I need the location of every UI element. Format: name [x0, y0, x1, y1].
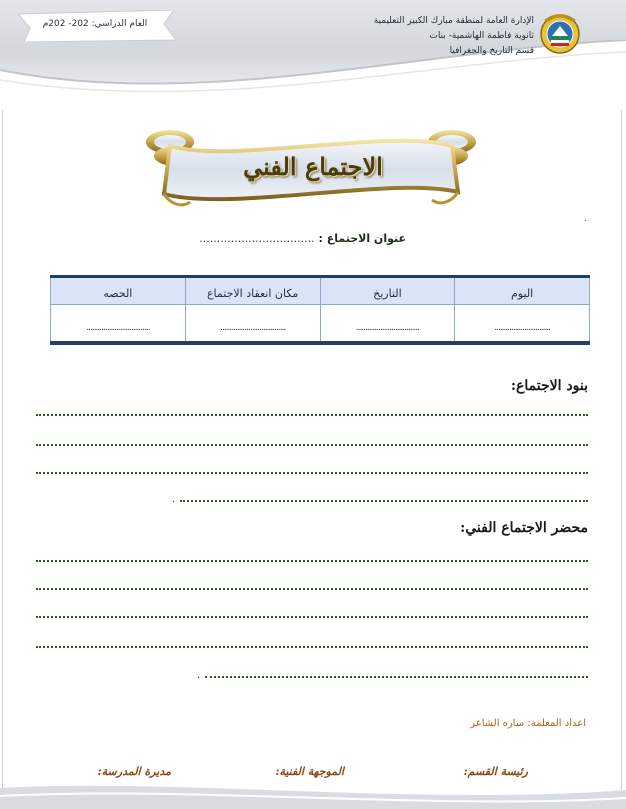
meeting-info-table — [50, 275, 590, 345]
header-line-1: الإدارة العامة لمنطقة مبارك الكبير التعليمية — [373, 16, 534, 26]
header-place: مكان انعقاد الاجتماع — [185, 277, 320, 305]
agenda-line-3[interactable] — [36, 472, 588, 474]
stray-dot: . — [584, 214, 587, 224]
signature-supervisor: الموجهة الفنية: — [275, 765, 344, 778]
signature-principal: مديرة المدرسة: — [97, 765, 171, 778]
meeting-title-value[interactable]: ................................. — [199, 232, 315, 245]
header-day: اليوم — [455, 277, 590, 305]
agenda-line-2[interactable] — [36, 444, 588, 446]
cell-date[interactable]: .................................. — [320, 305, 455, 343]
cell-place[interactable]: ................................... — [185, 305, 320, 343]
agenda-line-1[interactable] — [36, 414, 588, 416]
footer-swoosh — [0, 776, 626, 809]
meeting-title-line — [199, 232, 406, 245]
minutes-line-3[interactable] — [36, 616, 588, 618]
agenda-line-4[interactable] — [180, 500, 588, 502]
table-row — [51, 305, 590, 343]
minutes-end-dot: . — [197, 670, 201, 681]
minutes-heading: محضر الاجتماع الفني: — [460, 520, 588, 536]
signature-head-of-department: رئيسة القسم: — [463, 765, 528, 778]
table-header-row — [51, 277, 590, 305]
minutes-line-4[interactable] — [36, 646, 588, 648]
academic-year: العام الدراسي: 202- 202م — [42, 19, 148, 29]
header-line-3: قسم التاريخ والجغرافيا — [449, 46, 534, 56]
header-date: التاريخ — [320, 277, 455, 305]
meeting-title-label: عنوان الاجتماع : — [318, 232, 406, 245]
school-header — [234, 14, 534, 59]
page-title: الاجتماع الفني — [243, 152, 383, 181]
cell-period[interactable]: .................................. — [51, 305, 186, 343]
cell-day[interactable]: .............................. — [455, 305, 590, 343]
minutes-line-5[interactable] — [205, 676, 588, 678]
agenda-heading: بنود الاجتماع: — [510, 378, 588, 394]
header-period: الحصه — [51, 277, 186, 305]
agenda-end-dot: . — [172, 494, 176, 505]
minutes-line-1[interactable] — [36, 560, 588, 562]
kuwait-emblem-icon — [538, 10, 582, 56]
header-line-2: ثانوية فاطمة الهاشمية- بنات — [429, 31, 534, 41]
minutes-line-2[interactable] — [36, 588, 588, 590]
prepared-by: اعداد المعلمة: ساره الشاعر — [470, 718, 586, 729]
